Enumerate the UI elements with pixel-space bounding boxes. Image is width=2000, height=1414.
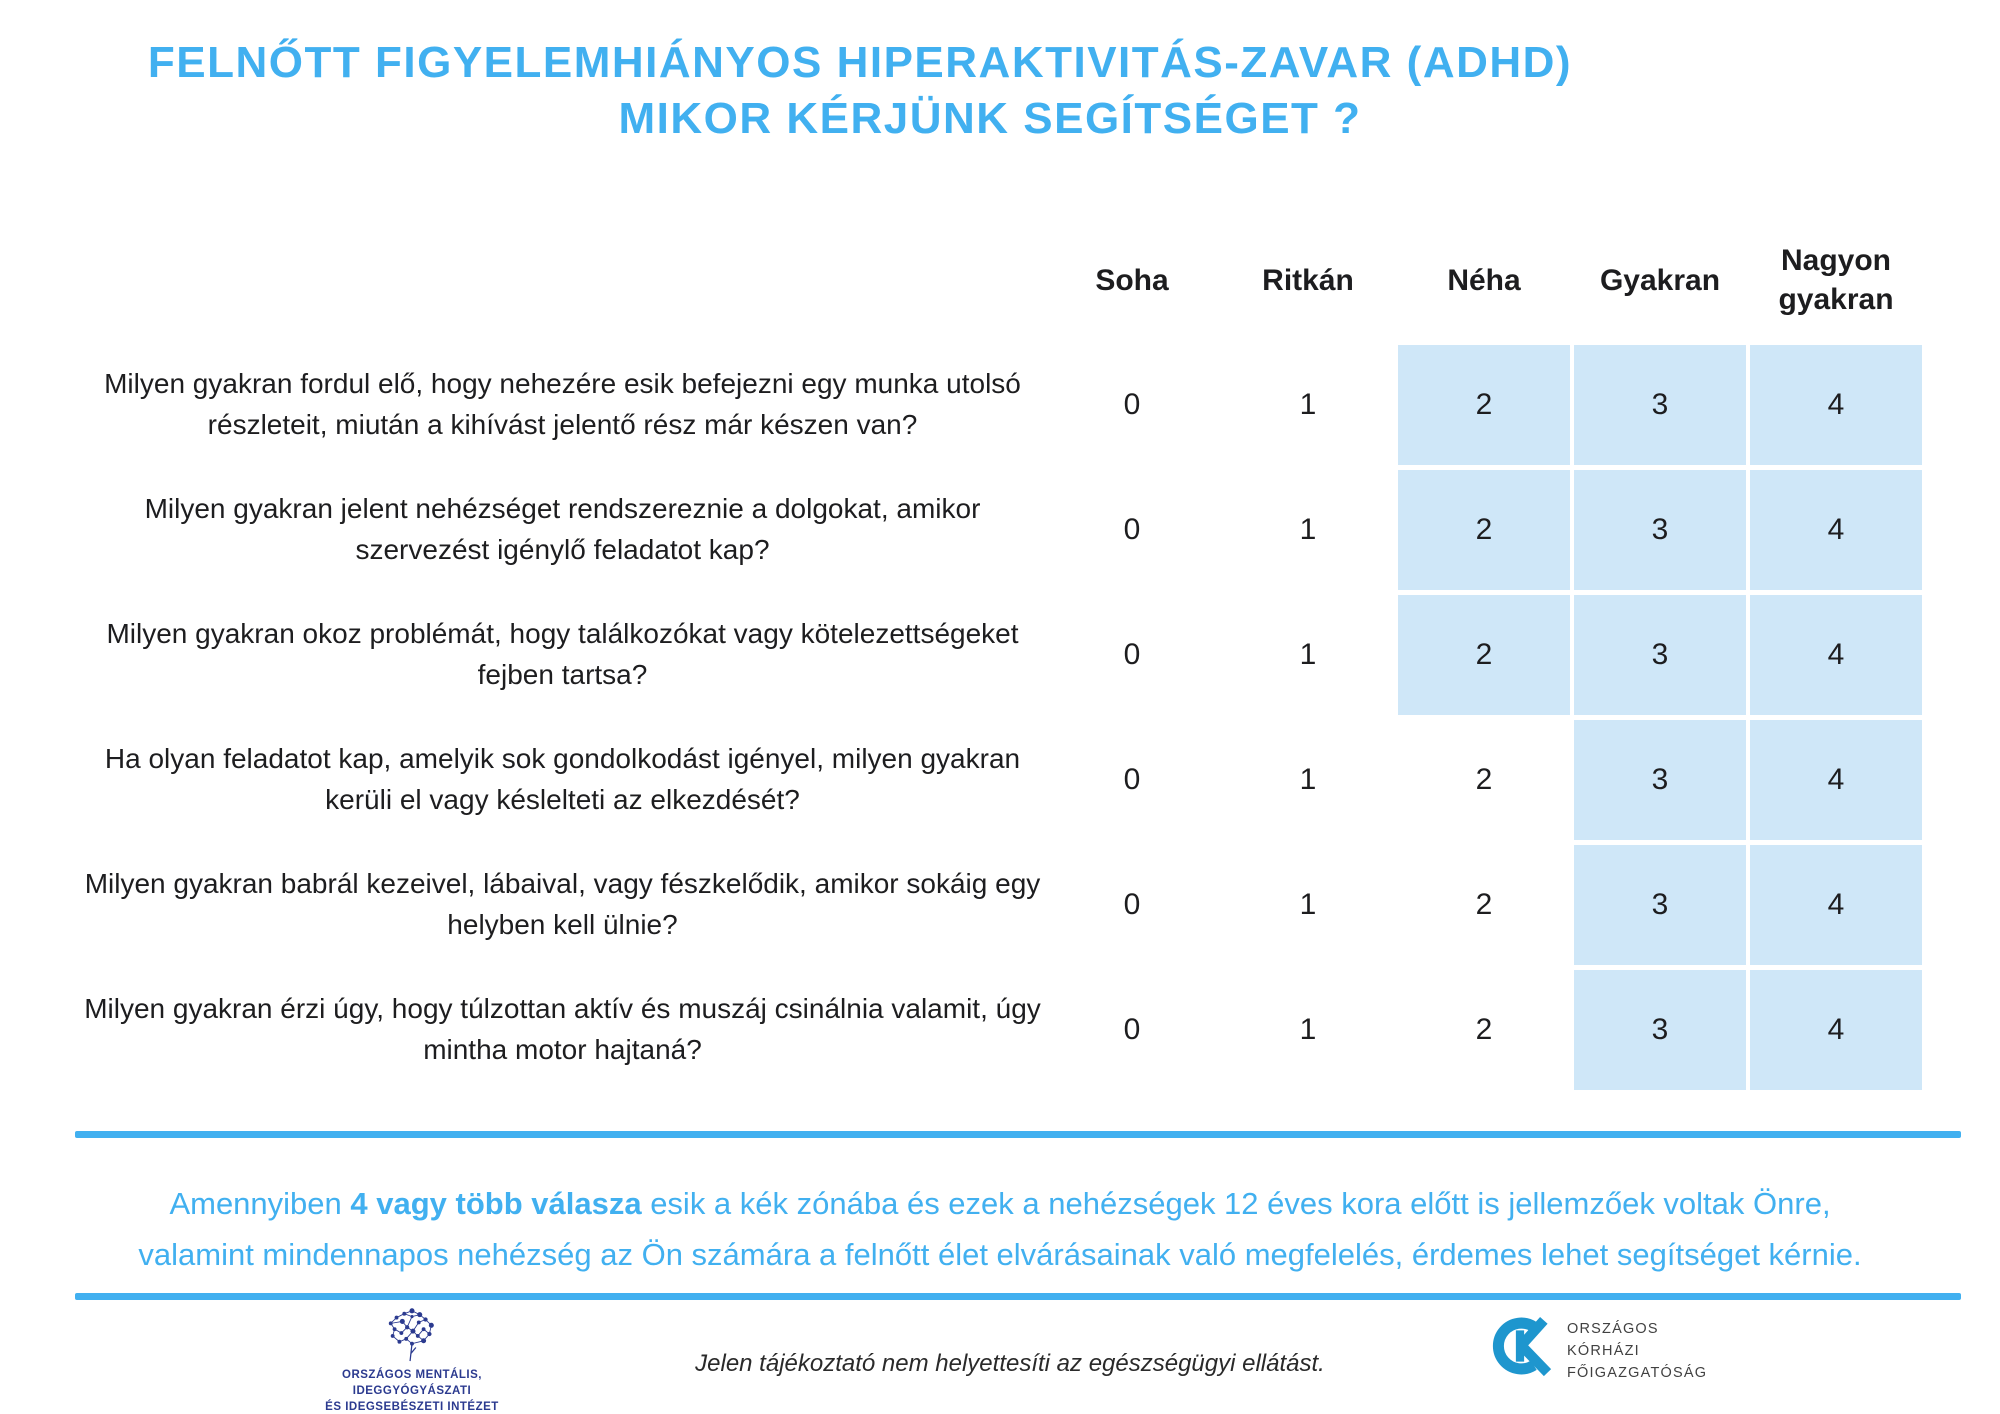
answer-cell-q1-value-0: 0	[1123, 388, 1141, 421]
question-text-2: Milyen gyakran jelent nehézséget rendszereznie a dolgokat, amikor szervezést igénylő feladatot kap?	[144, 493, 981, 565]
answer-cell-q2-value-4: 4	[1750, 470, 1922, 590]
disclaimer-text: Jelen tájékoztató nem helyettesíti az egészségügyi ellátást.	[695, 1350, 1325, 1377]
answer-cell-q6-value-0: 0	[1123, 1013, 1141, 1046]
brain-network-icon	[381, 1305, 443, 1363]
column-header-5: Nagyon gyakran	[1778, 244, 1894, 316]
okfo-name-line3: FŐIGAZGATÓSÁG	[1567, 1365, 1708, 1381]
answer-cell-q4-value-1: 1	[1299, 763, 1317, 796]
answer-cell-q4-value-4: 4	[1750, 720, 1922, 840]
answer-cell-q4-value-2: 2	[1475, 763, 1493, 796]
advisory-line2: valamint mindennapos nehézség az Ön számára a felnőtt élet elvárásainak való megfelelés, érdemes lehet segítséget kérnie.	[138, 1237, 1862, 1273]
answer-cell-q6-value-1: 1	[1299, 1013, 1317, 1046]
question-text-3: Milyen gyakran okoz problémát, hogy találkozókat vagy kötelezettségeket fejben tartsa?	[106, 618, 1019, 690]
institute-name-line2: ÉS IDEGSEBÉSZETI INTÉZET	[325, 1401, 499, 1413]
advisory-bold: 4 vagy több válasza	[350, 1186, 642, 1221]
answer-cell-q1-value-1: 1	[1299, 388, 1317, 421]
answer-cell-q5-value-1: 1	[1299, 888, 1317, 921]
advisory-text	[50, 1178, 1950, 1280]
question-text-5: Milyen gyakran babrál kezeivel, lábaival, vagy fészkelődik, amikor sokáig egy helyben kell ülnie?	[84, 868, 1041, 940]
answer-cell-q1-value-3: 3	[1574, 345, 1746, 465]
answer-cell-q2-value-1: 1	[1299, 513, 1317, 546]
answer-cell-q1-value-2: 2	[1398, 345, 1570, 465]
answer-cell-q4-value-3: 3	[1574, 720, 1746, 840]
answer-cell-q3-value-4: 4	[1750, 595, 1922, 715]
answer-cell-q5-value-2: 2	[1475, 888, 1493, 921]
answer-cell-q3-value-0: 0	[1123, 638, 1141, 671]
question-text-6: Milyen gyakran érzi úgy, hogy túlzottan aktív és muszáj csinálnia valamit, úgy mintha motor hajtaná?	[84, 993, 1041, 1065]
divider-bottom	[75, 1293, 1961, 1300]
page-title-line2: MIKOR KÉRJÜNK SEGÍTSÉGET ?	[618, 94, 1362, 143]
answer-cell-q6-value-2: 2	[1475, 1013, 1493, 1046]
answer-cell-q1-value-4: 4	[1750, 345, 1922, 465]
page-title-line1: FELNŐTT FIGYELEMHIÁNYOS HIPERAKTIVITÁS-ZAVAR (ADHD)	[147, 38, 1573, 87]
institute-logo-block	[282, 1305, 542, 1414]
advisory-prefix: Amennyiben	[169, 1186, 351, 1221]
question-text-1: Milyen gyakran fordul elő, hogy nehezére esik befejezni egy munka utolsó részleteit, miután a kihívást jelentő rész már készen van?	[104, 368, 1021, 440]
answer-cell-q2-value-0: 0	[1123, 513, 1141, 546]
answer-cell-q2-value-3: 3	[1574, 470, 1746, 590]
okfo-name-line2: KÓRHÁZI	[1567, 1343, 1640, 1359]
answer-cell-q5-value-3: 3	[1574, 845, 1746, 965]
answer-cell-q6-value-3: 3	[1574, 970, 1746, 1090]
ck-monogram-icon	[1487, 1314, 1553, 1378]
column-header-3: Néha	[1447, 263, 1521, 297]
institute-name-line1: ORSZÁGOS MENTÁLIS, IDEGGYÓGYÁSZATI	[342, 1369, 482, 1397]
advisory-line1-rest: esik a kék zónába és ezek a nehézségek 12 éves kora előtt is jellemzőek voltak Önre,	[641, 1186, 1831, 1221]
answer-cell-q4-value-0: 0	[1123, 763, 1141, 796]
question-text-4: Ha olyan feladatot kap, amelyik sok gondolkodást igényel, milyen gyakran kerüli el vagy késlelteti az elkezdését?	[104, 743, 1021, 815]
okfo-name-line1: ORSZÁGOS	[1567, 1321, 1659, 1337]
answer-cell-q6-value-4: 4	[1750, 970, 1922, 1090]
column-header-2: Ritkán	[1262, 263, 1354, 297]
answer-cell-q5-value-0: 0	[1123, 888, 1141, 921]
column-header-1: Soha	[1095, 263, 1169, 297]
answer-cell-q3-value-2: 2	[1398, 595, 1570, 715]
answer-cell-q2-value-2: 2	[1398, 470, 1570, 590]
divider-top	[75, 1131, 1961, 1138]
answer-cell-q3-value-3: 3	[1574, 595, 1746, 715]
answer-cell-q3-value-1: 1	[1299, 638, 1317, 671]
column-header-4: Gyakran	[1599, 263, 1721, 297]
answer-cell-q5-value-4: 4	[1750, 845, 1922, 965]
okfo-logo-block	[1487, 1314, 1847, 1384]
